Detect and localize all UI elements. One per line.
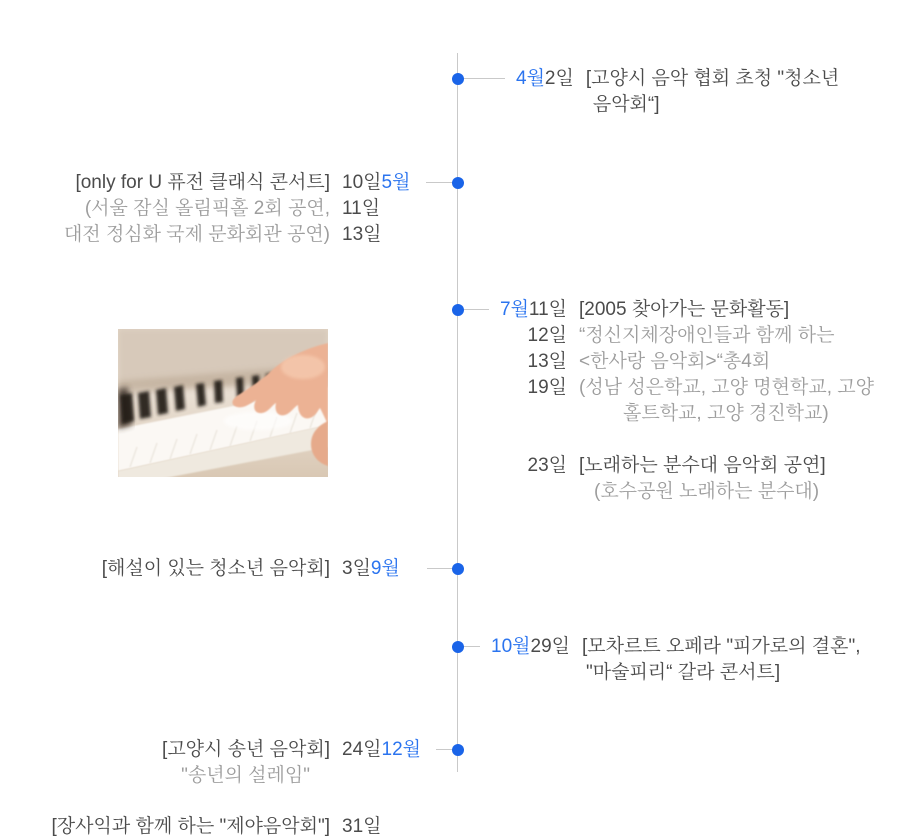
entry-dates xyxy=(516,66,574,92)
month-label: 4월 xyxy=(516,68,545,89)
day-label: 13일 xyxy=(342,224,382,245)
day-label: 2일 xyxy=(544,68,574,89)
timeline-entry-october xyxy=(464,634,861,686)
day-label: 11일 xyxy=(342,198,381,219)
entry-dates xyxy=(342,556,457,582)
description-line: "송년의 설레임" xyxy=(181,765,310,786)
description-line: 음악회“] xyxy=(592,94,660,115)
day-label: 13일 xyxy=(527,351,567,372)
description-line: (성남 성은학교, 고양 명현학교, 고양 xyxy=(579,377,874,398)
entry-description xyxy=(579,297,874,505)
entry-dates xyxy=(500,297,567,479)
entry-description xyxy=(586,66,839,118)
entry-description xyxy=(0,556,330,582)
timeline-entry-july xyxy=(464,297,874,505)
day-label: 3일 xyxy=(342,558,371,579)
day-label: 12일 xyxy=(527,325,567,346)
day-label: 19일 xyxy=(527,377,567,398)
month-label: 9월 xyxy=(370,558,400,579)
timeline-dot-october xyxy=(452,641,464,653)
day-label: 29일 xyxy=(530,636,570,657)
description-line: (서울 잠실 올림픽홀 2회 공연, xyxy=(84,198,330,219)
day-label: 11일 xyxy=(528,299,567,320)
timeline-dot-april xyxy=(452,73,464,85)
description-line: “정신지체장애인들과 함께 하는 xyxy=(579,325,835,346)
entry-dates xyxy=(342,814,457,840)
entry-dates xyxy=(342,170,457,248)
day-label: 24일 xyxy=(342,739,382,760)
entry-description xyxy=(0,170,330,248)
description-line: <한사랑 음악회>“총4회 xyxy=(579,351,771,372)
timeline-entry-september xyxy=(0,556,457,582)
timeline-entry-december-31 xyxy=(0,814,457,840)
description-line: [고양시 음악 협회 초청 "청소년 xyxy=(585,68,840,89)
description-line: [only for U 퓨전 클래식 콘서트] xyxy=(75,172,330,193)
entry-description xyxy=(0,737,330,789)
description-line: "마술피리“ 갈라 콘서트] xyxy=(586,662,781,683)
description-line: 대전 정심화 국제 문화회관 공연) xyxy=(63,224,330,245)
description-line: (호수공원 노래하는 분수대) xyxy=(594,481,820,502)
entry-description xyxy=(0,814,330,840)
month-label: 7월 xyxy=(500,299,529,320)
entry-dates xyxy=(342,737,457,763)
month-label: 10월 xyxy=(491,636,531,657)
timeline-axis xyxy=(457,53,458,772)
description-line: 홀트학교, 고양 경진학교) xyxy=(623,403,829,424)
description-line: [2005 찾아가는 문화활동] xyxy=(579,299,790,320)
description-line: [장사익과 함께 하는 "제야음악회"] xyxy=(51,816,330,837)
connector-line-july xyxy=(464,309,489,310)
month-label: 12월 xyxy=(381,739,421,760)
day-label: 23일 xyxy=(527,455,567,476)
description-line: [해설이 있는 청소년 음악회] xyxy=(101,558,330,579)
timeline-dot-july xyxy=(452,304,464,316)
description-line: [고양시 송년 음악회] xyxy=(162,739,330,760)
entry-description xyxy=(582,634,861,686)
piano-photo xyxy=(118,329,328,477)
entry-dates xyxy=(491,634,570,660)
connector-line-october xyxy=(464,646,480,647)
timeline-entry-may xyxy=(0,170,457,248)
timeline-entry-december xyxy=(0,737,457,789)
day-label: 10일 xyxy=(342,172,382,193)
description-line: [모차르트 오페라 "피가로의 결혼", xyxy=(582,636,861,657)
connector-line-april xyxy=(464,78,505,79)
day-label: 31일 xyxy=(342,816,382,837)
month-label: 5월 xyxy=(381,172,411,193)
description-line: [노래하는 분수대 음악회 공연] xyxy=(579,455,826,476)
timeline-entry-april xyxy=(464,66,839,118)
